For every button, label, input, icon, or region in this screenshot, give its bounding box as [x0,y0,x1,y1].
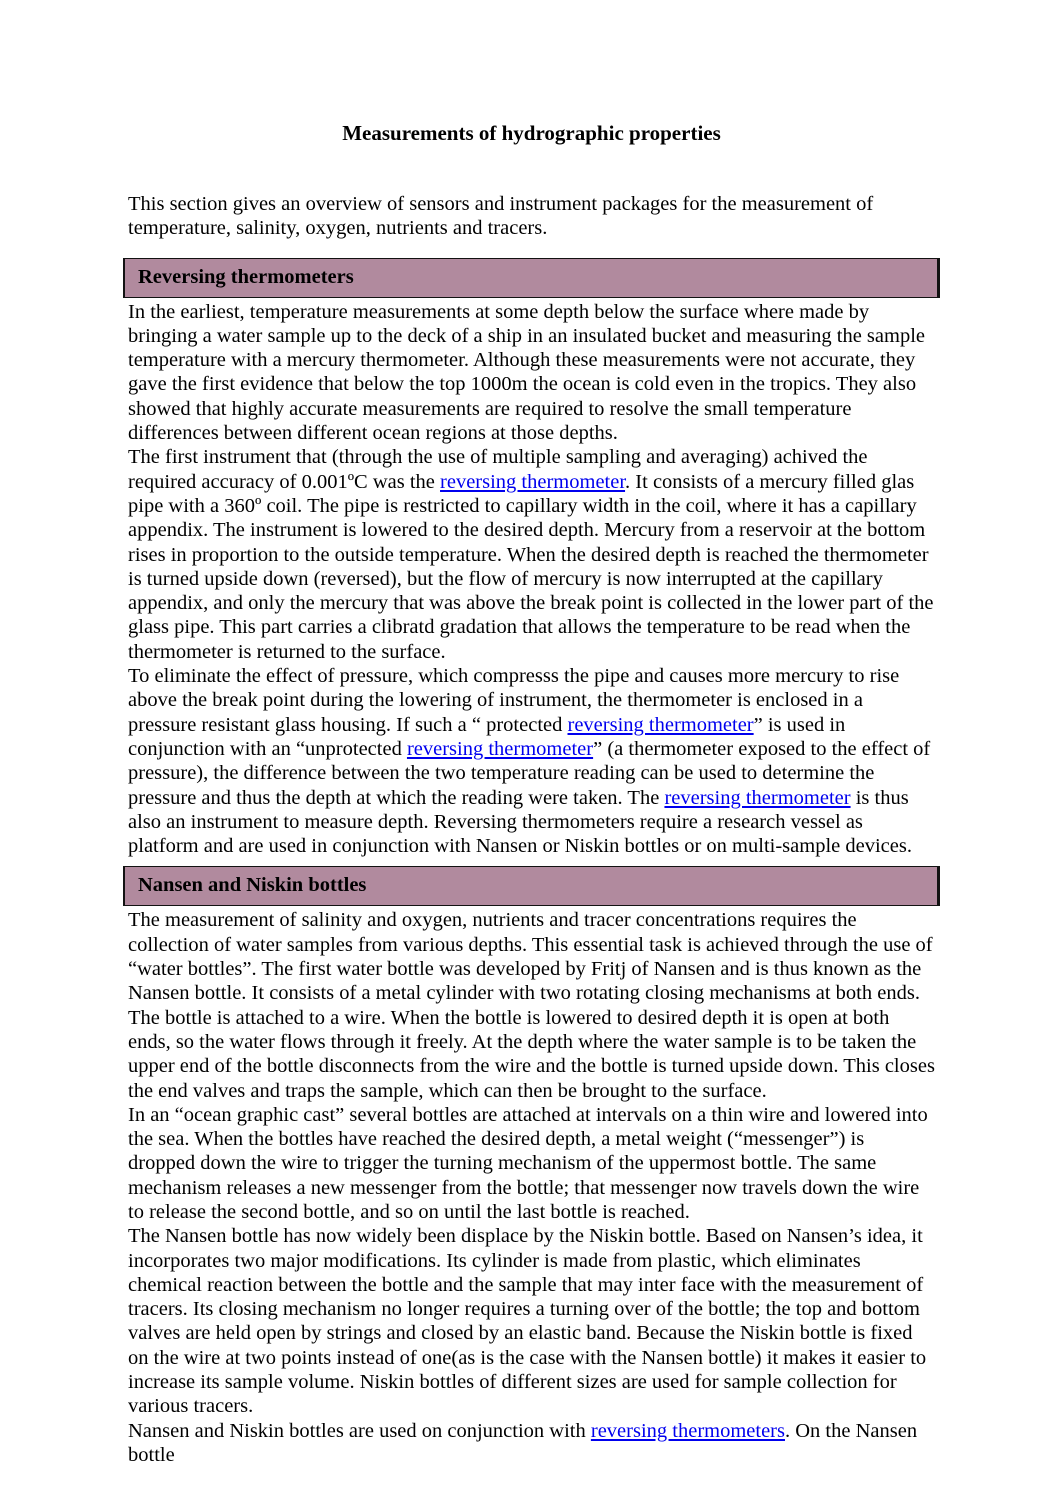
paragraph: The measurement of salinity and oxygen, nutrients and tracer concentrations requires the collection of water samples from various depths. This essential task is achieved through the use of “water bottles”. The first water bottle was developed by Fritj of Nansen and is thus known as the Nansen bottle. It consists of a metal cylinder with two rotating closing mechanisms at both ends. The bottle is attached to a wire. When the bottle is lowered to desired depth it is open at both ends, so the water flows through it freely. At the depth where the water sample is to be taken the upper end of the bottle disconnects from the wire and the bottle is turned upside down. This closes the end valves and traps the sample, which can then be brought to the surface. [128,909,935,1102]
section-heading-bar [123,258,940,298]
section-body [123,906,940,1467]
document-content [123,121,940,1467]
paragraph: Nansen and Niskin bottles are used on conjunction with reversing thermometers. On the Nansen bottle [128,1419,918,1466]
reversing-thermometer-link[interactable]: reversing thermometer [664,786,851,809]
section-heading: Nansen and Niskin bottles [138,874,367,897]
paragraph: The first instrument that (through the use of multiple sampling and averaging) achived the required accuracy of 0.001ºC was the reversing thermometer. It consists of a mercury filled glas pipe with a 360º coil. The pipe is restricted to capillary width in the coil, where it has a capillary appendix. The instrument is lowered to the desired depth. Mercury from a reservoir at the bottom rises in proportion to the outside temperature. When the desired depth is reached the thermometer is turned upside down (reversed), but the flow of mercury is now interrupted at the capillary appendix, and only the mercury that was above the break point is collected in the lower part of the glass pipe. This part carries a clibratd gradation that allows the temperature to be read when the thermometer is returned to the surface. [128,446,934,663]
reversing-thermometer-link[interactable]: reversing thermometer [406,737,594,760]
paragraph: In an “ocean graphic cast” several bottles are attached at intervals on a thin wire and lowered into the sea. When the bottles have reached the desired depth, a metal weight (“messenger”) is dropped down the wire to trigger the turning mechanism of the uppermost bottle. The same mechanism releases a new messenger from the bottle; that messenger now travels down the wire to release the second bottle, and so on until the last bottle is reached. [128,1103,928,1223]
reversing-thermometer-link[interactable]: reversing thermometers [590,1419,785,1442]
reversing-thermometer-link[interactable]: reversing thermometer [567,713,754,736]
paragraph: The Nansen bottle has now widely been displace by the Niskin bottle. Based on Nansen’s idea, it incorporates two major modifications. Its cylinder is made from plastic, which eliminates chemical reaction between the bottle and the sample that may inter face with the measurement of tracers. Its closing mechanism no longer requires a turning over of the bottle; the top and bottom valves are held open by strings and closed by an elastic band. Because the Niskin bottle is fixed on the wire at two points instead of one(as is the case with the Nansen bottle) it makes it easier to increase its sample volume. Niskin bottles of different sizes are used for sample collection for various tracers. [128,1225,927,1418]
section-heading-bar [123,866,940,906]
reversing-thermometer-link[interactable]: reversing thermometer [440,470,626,493]
intro-paragraph: This section gives an overview of sensors and instrument packages for the measurement of temperature, salinity, oxygen, nutrients and tracers. [128,193,874,240]
section [123,866,940,1467]
paragraph: To eliminate the effect of pressure, which compresss the pipe and causes more mercury to rise above the break point during the lowering of instrument, the thermometer is enclosed in a pressure resistant glass housing. If such a “ protected reversing thermometer” is used in conjunction with an “unprotected reversing thermometer” (a thermometer exposed to the effect of pressure), the difference between the two temperature reading can be used to determine the pressure and thus the depth at which the reading were taken. The reversing thermometer is thus also an instrument to measure depth. Reversing thermometers require a research vessel as platform and are used in conjunction with Nansen or Niskin bottles or on multi-sample devices. [128,665,931,858]
section-heading: Reversing thermometers [138,265,354,288]
section [123,258,940,859]
section-body [123,298,940,859]
document-title: Measurements of hydrographic properties [342,121,721,145]
document-sections [123,258,940,1468]
paragraph: In the earliest, temperature measurements at some depth below the surface where made by bringing a water sample up to the deck of a ship in an insulated bucket and measuring the sample temperature with a mercury thermometer. Although these measurements were not accurate, they gave the first evidence that below the top 1000m the ocean is cold even in the tropics. They also showed that highly accurate measurements are required to resolve the small temperature differences between different ocean regions at those depths. [128,300,925,445]
